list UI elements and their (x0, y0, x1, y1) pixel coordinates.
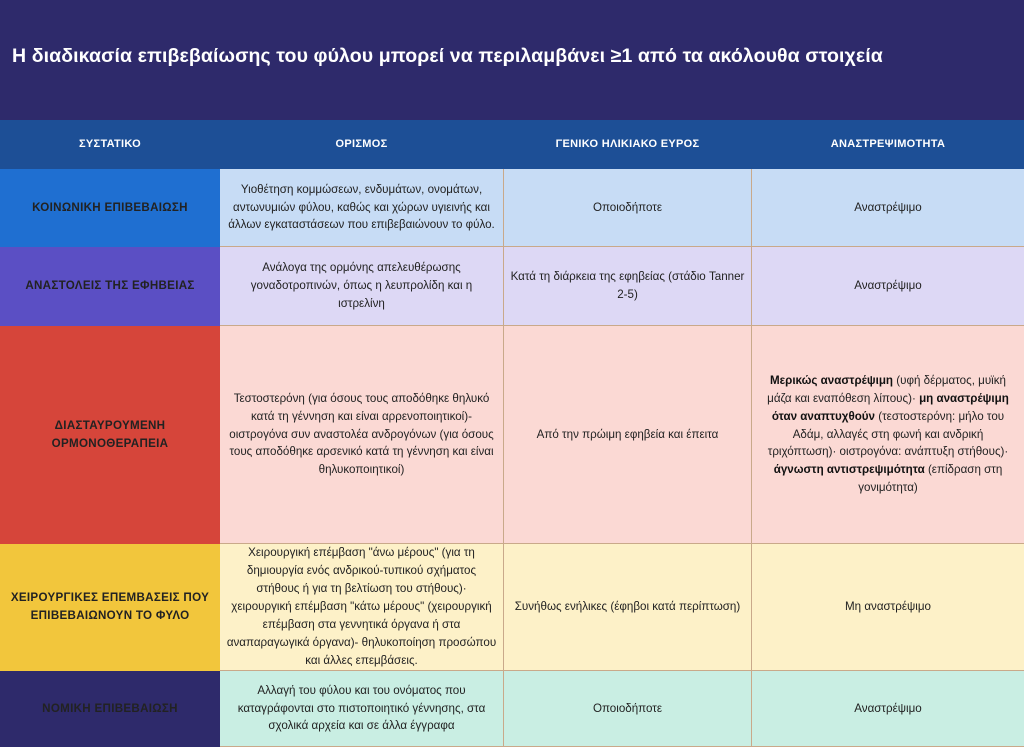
table-header-row (1, 121, 1024, 169)
row-definition: Αλλαγή του φύλου και του ονόματος που καταγράφονται στο πιστοποιητικό γέννησης, στα σχολικά αρχεία και σε άλλα έγγραφα (220, 671, 504, 747)
row-definition: Τεστοστερόνη (για όσους τους αποδόθηκε θηλυκό κατά τη γέννηση και είναι αρρενοποιητικοί)- οιστρογόνα συν αναστολέα ανδρογόνων (για όσους τους αποδόθηκε αρσενικό κατά τη γέννηση και είναι θηλυκοποιητικοί) (220, 326, 504, 544)
row-reversibility: Αναστρέψιμο (752, 247, 1024, 326)
row-component: ΔΙΑΣΤΑΥΡΟΥΜΕΝΗ ΟΡΜΟΝΟΘΕΡΑΠΕΙΑ (1, 326, 220, 544)
table-row (1, 671, 1024, 747)
page-header (0, 0, 1024, 120)
row-component: ΝΟΜΙΚΗ ΕΠΙΒΕΒΑΙΩΣΗ (1, 671, 220, 747)
table-row (1, 326, 1024, 544)
page-title: Η διαδικασία επιβεβαίωσης του φύλου μπορεί να περιλαμβάνει ≥1 από τα ακόλουθα στοιχεία (12, 45, 883, 68)
row-age-range: Συνήθως ενήλικες (έφηβοι κατά περίπτωση) (504, 544, 752, 671)
row-reversibility: Μη αναστρέψιμο (752, 544, 1024, 671)
gender-affirmation-table (0, 120, 1024, 747)
row-age-range: Οποιοδήποτε (504, 671, 752, 747)
header-reversibility: ΑΝΑΣΤΡΕΨΙΜΟΤΗΤΑ (752, 121, 1024, 169)
row-component: ΚΟΙΝΩΝΙΚΗ ΕΠΙΒΕΒΑΙΩΣΗ (1, 169, 220, 247)
table-row (1, 169, 1024, 247)
header-age-range: ΓΕΝΙΚΟ ΗΛΙΚΙΑΚΟ ΕΥΡΟΣ (504, 121, 752, 169)
row-definition: Χειρουργική επέμβαση "άνω μέρους" (για τη δημιουργία ενός ανδρικού-τυπικού σχήματος στήθους ή για τη βελτίωση του στήθους)· χειρουργική επέμβαση "κάτω μέρους" (χειρουργική επέμβαση στα γεννητικά όργανα ή στα αναπαραγωγικά όργανα)- θηλυκοποίηση προσώπου και άλλες επεμβάσεις. (220, 544, 504, 671)
table-row (1, 544, 1024, 671)
table-row (1, 247, 1024, 326)
header-definition: ΟΡΙΣΜΟΣ (220, 121, 504, 169)
row-age-range: Από την πρώιμη εφηβεία και έπειτα (504, 326, 752, 544)
row-definition: Ανάλογα της ορμόνης απελευθέρωσης γοναδοτροπινών, όπως η λευπρολίδη και η ιστρελίνη (220, 247, 504, 326)
row-reversibility: Αναστρέψιμο (752, 671, 1024, 747)
row-reversibility: Αναστρέψιμο (752, 169, 1024, 247)
row-age-range: Κατά τη διάρκεια της εφηβείας (στάδιο Tanner 2-5) (504, 247, 752, 326)
row-component: ΧΕΙΡΟΥΡΓΙΚΕΣ ΕΠΕΜΒΑΣΕΙΣ ΠΟΥ ΕΠΙΒΕΒΑΙΩΝΟΥΝ ΤΟ ΦΥΛΟ (1, 544, 220, 671)
header-component: ΣΥΣΤΑΤΙΚΟ (1, 121, 220, 169)
row-definition: Υιοθέτηση κομμώσεων, ενδυμάτων, ονομάτων, αντωνυμιών φύλου, καθώς και χώρων υγιεινής και άλλων εγκαταστάσεων που επιβεβαιώνουν το φύλο. (220, 169, 504, 247)
row-component: ΑΝΑΣΤΟΛΕΙΣ ΤΗΣ ΕΦΗΒΕΙΑΣ (1, 247, 220, 326)
row-age-range: Οποιοδήποτε (504, 169, 752, 247)
row-reversibility (752, 326, 1024, 544)
reversibility-partial: Μερικώς αναστρέψιμη (υφή δέρματος, μυϊκή μάζα και εναπόθεση λίπους)· μη αναστρέψιμη όταν αναπτυχθούν (τεστοστερόνη: μήλο του Αδάμ, αλλαγές στη φωνή και ανδρική τριχόπτωση)· οιστρογόνα: ανάπτυξη στήθους)· άγνωστη αντιστρεψιμότητα (επίδραση στη γονιμότητα) (767, 374, 1009, 495)
